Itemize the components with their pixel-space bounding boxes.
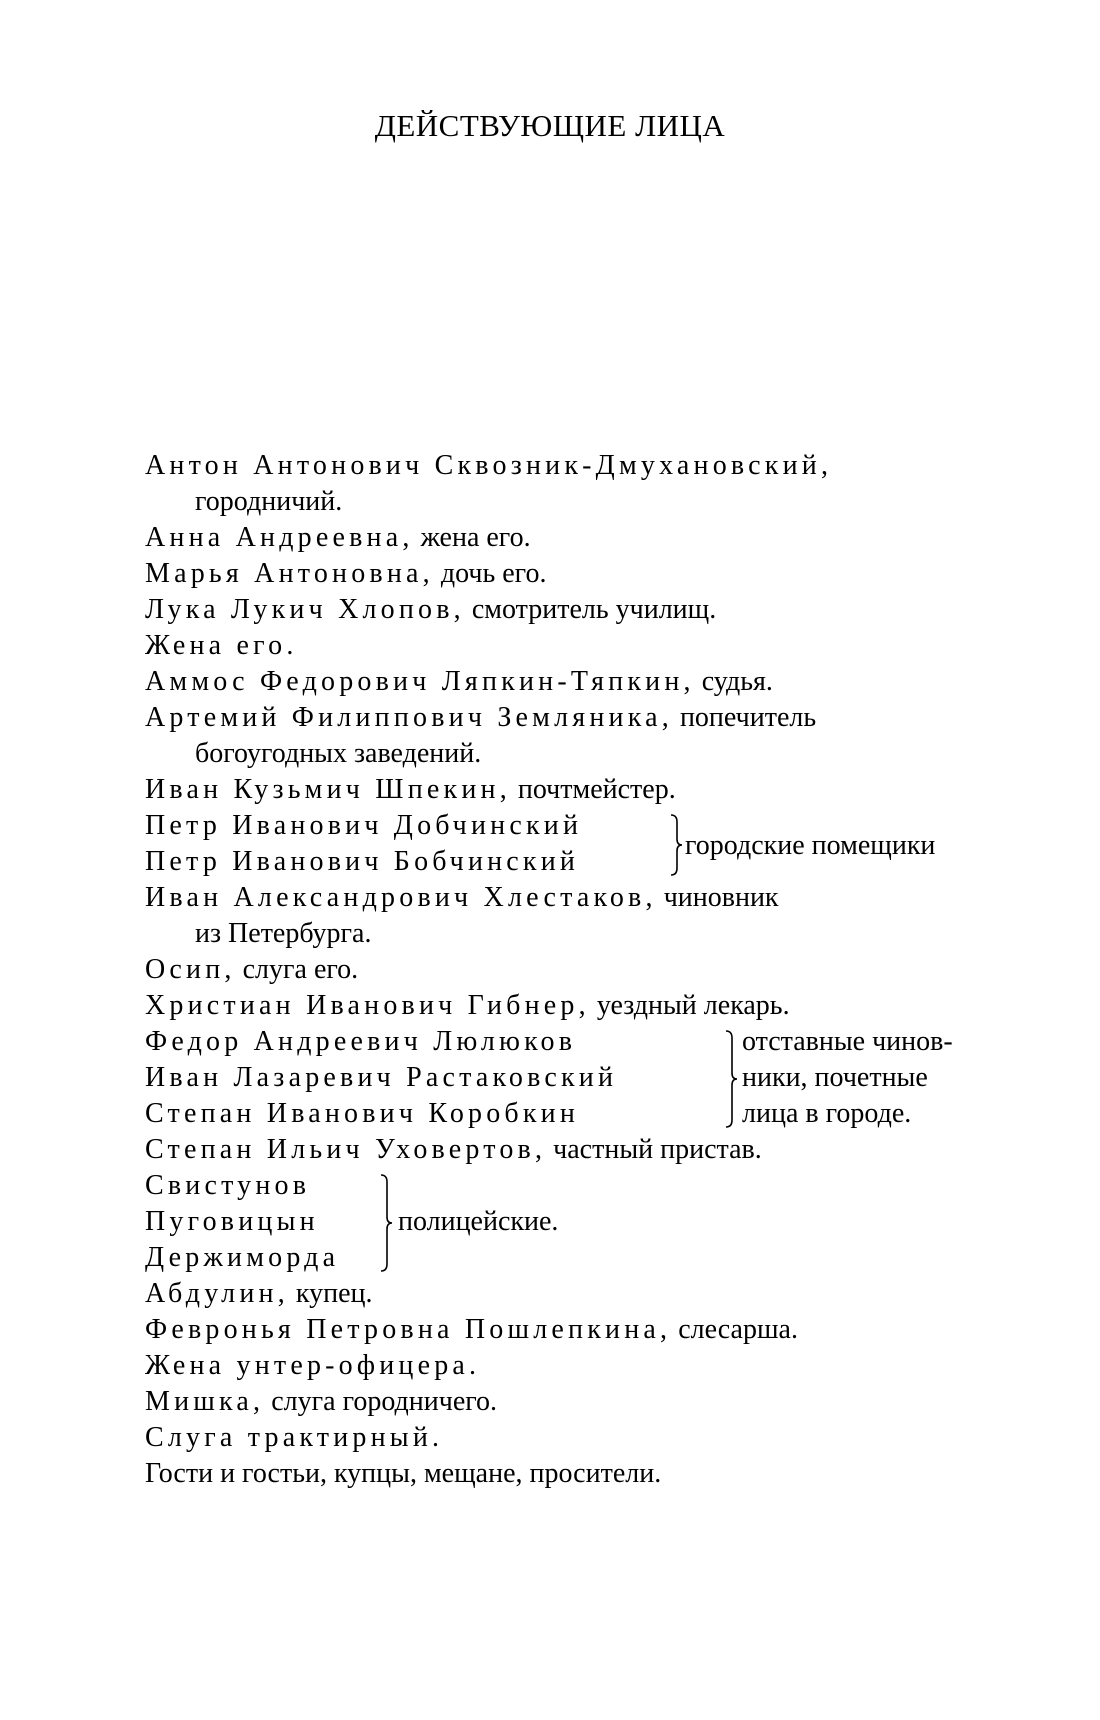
character-desc: судья. bbox=[701, 666, 773, 697]
character-entry bbox=[145, 1240, 339, 1276]
character-entry bbox=[145, 1456, 661, 1492]
character-entry bbox=[145, 808, 582, 844]
group-brace bbox=[669, 814, 683, 876]
character-entry bbox=[145, 1024, 576, 1060]
character-entry bbox=[145, 1312, 798, 1348]
character-name: Петр Иванович Добчинский bbox=[145, 810, 583, 841]
character-desc: слесарша. bbox=[678, 1314, 798, 1345]
group-label-landowners: городские помещики bbox=[685, 830, 936, 861]
character-entry bbox=[145, 628, 298, 664]
character-entry bbox=[145, 1096, 579, 1132]
group-brace bbox=[379, 1174, 393, 1272]
character-entry bbox=[145, 1276, 373, 1312]
character-desc: жена его. bbox=[420, 522, 531, 553]
character-entry bbox=[145, 880, 779, 916]
character-desc: попечитель bbox=[679, 702, 817, 733]
character-entry bbox=[145, 520, 531, 556]
character-desc: почтмейстер. bbox=[517, 774, 676, 805]
character-desc: уездный лекарь. bbox=[596, 990, 790, 1021]
character-entry bbox=[145, 988, 790, 1024]
character-name: Аммос Федорович Ляпкин-Тяпкин, bbox=[145, 666, 695, 697]
character-name: Жена унтер-офицера. bbox=[145, 1350, 481, 1381]
character-entry bbox=[145, 1132, 762, 1168]
character-name: Федор Андреевич Люлюков bbox=[145, 1026, 577, 1057]
character-name: Петр Иванович Бобчинский bbox=[145, 846, 580, 877]
character-entry bbox=[145, 1204, 319, 1240]
character-name: Иван Александрович Хлестаков, bbox=[145, 882, 657, 913]
character-name: Пуговицын bbox=[145, 1206, 319, 1237]
character-entry bbox=[145, 844, 579, 880]
character-entry bbox=[145, 772, 676, 808]
character-name: Марья Антоновна, bbox=[145, 558, 434, 589]
character-name: Иван Кузьмич Шпекин, bbox=[145, 774, 511, 805]
character-name: Мишка, bbox=[145, 1386, 265, 1417]
character-desc-continued: богоугодных заведений. bbox=[195, 738, 482, 769]
character-desc: чиновник bbox=[663, 882, 779, 913]
group-label-retired-line: лица в городе. bbox=[742, 1098, 912, 1129]
character-entry bbox=[145, 1060, 617, 1096]
character-entry bbox=[145, 1168, 310, 1204]
character-desc: слуга его. bbox=[242, 954, 359, 985]
character-desc: Гости и гостьи, купцы, мещане, просители. bbox=[145, 1458, 662, 1489]
character-desc: купец. bbox=[295, 1278, 373, 1309]
character-name: Свистунов bbox=[145, 1170, 311, 1201]
character-desc-continued: из Петербурга. bbox=[195, 918, 372, 949]
character-name: Антон Антонович Сквозник-Дмухановский, bbox=[145, 450, 833, 481]
character-entry bbox=[145, 1348, 480, 1384]
character-name: Февронья Петровна Пошлепкина, bbox=[145, 1314, 672, 1345]
character-name: Артемий Филиппович Земляника, bbox=[145, 702, 673, 733]
character-name: Абдулин, bbox=[145, 1278, 289, 1309]
character-entry bbox=[145, 952, 358, 988]
character-name: Осип, bbox=[145, 954, 236, 985]
character-desc: смотритель училищ. bbox=[471, 594, 717, 625]
character-name: Лука Лукич Хлопов, bbox=[145, 594, 465, 625]
character-entry bbox=[145, 664, 773, 700]
group-brace bbox=[724, 1030, 738, 1128]
character-entry bbox=[145, 1420, 443, 1456]
character-name: Степан Иванович Коробкин bbox=[145, 1098, 580, 1129]
character-name: Слуга трактирный. bbox=[145, 1422, 444, 1453]
character-entry bbox=[145, 592, 716, 628]
group-label-retired-line: ники, почетные bbox=[742, 1062, 928, 1093]
group-label-police: полицейские. bbox=[398, 1206, 559, 1237]
character-entry bbox=[145, 1384, 497, 1420]
character-name: Степан Ильич Уховертов, bbox=[145, 1134, 547, 1165]
character-name: Анна Андреевна, bbox=[145, 522, 414, 553]
character-name: Иван Лазаревич Растаковский bbox=[145, 1062, 618, 1093]
character-entry bbox=[145, 448, 832, 484]
group-label-retired-line: отставные чинов- bbox=[742, 1026, 953, 1057]
character-desc: дочь его. bbox=[440, 558, 547, 589]
character-entry bbox=[145, 556, 546, 592]
page-title: ДЕЙСТВУЮЩИЕ ЛИЦА bbox=[374, 108, 726, 143]
character-name: Жена его. bbox=[145, 630, 298, 661]
character-desc: частный пристав. bbox=[553, 1134, 762, 1165]
character-desc: слуга городничего. bbox=[271, 1386, 498, 1417]
character-name: Христиан Иванович Гибнер, bbox=[145, 990, 590, 1021]
character-name: Держиморда bbox=[145, 1242, 340, 1273]
character-entry bbox=[145, 700, 816, 736]
character-desc-continued: городничий. bbox=[195, 486, 343, 517]
